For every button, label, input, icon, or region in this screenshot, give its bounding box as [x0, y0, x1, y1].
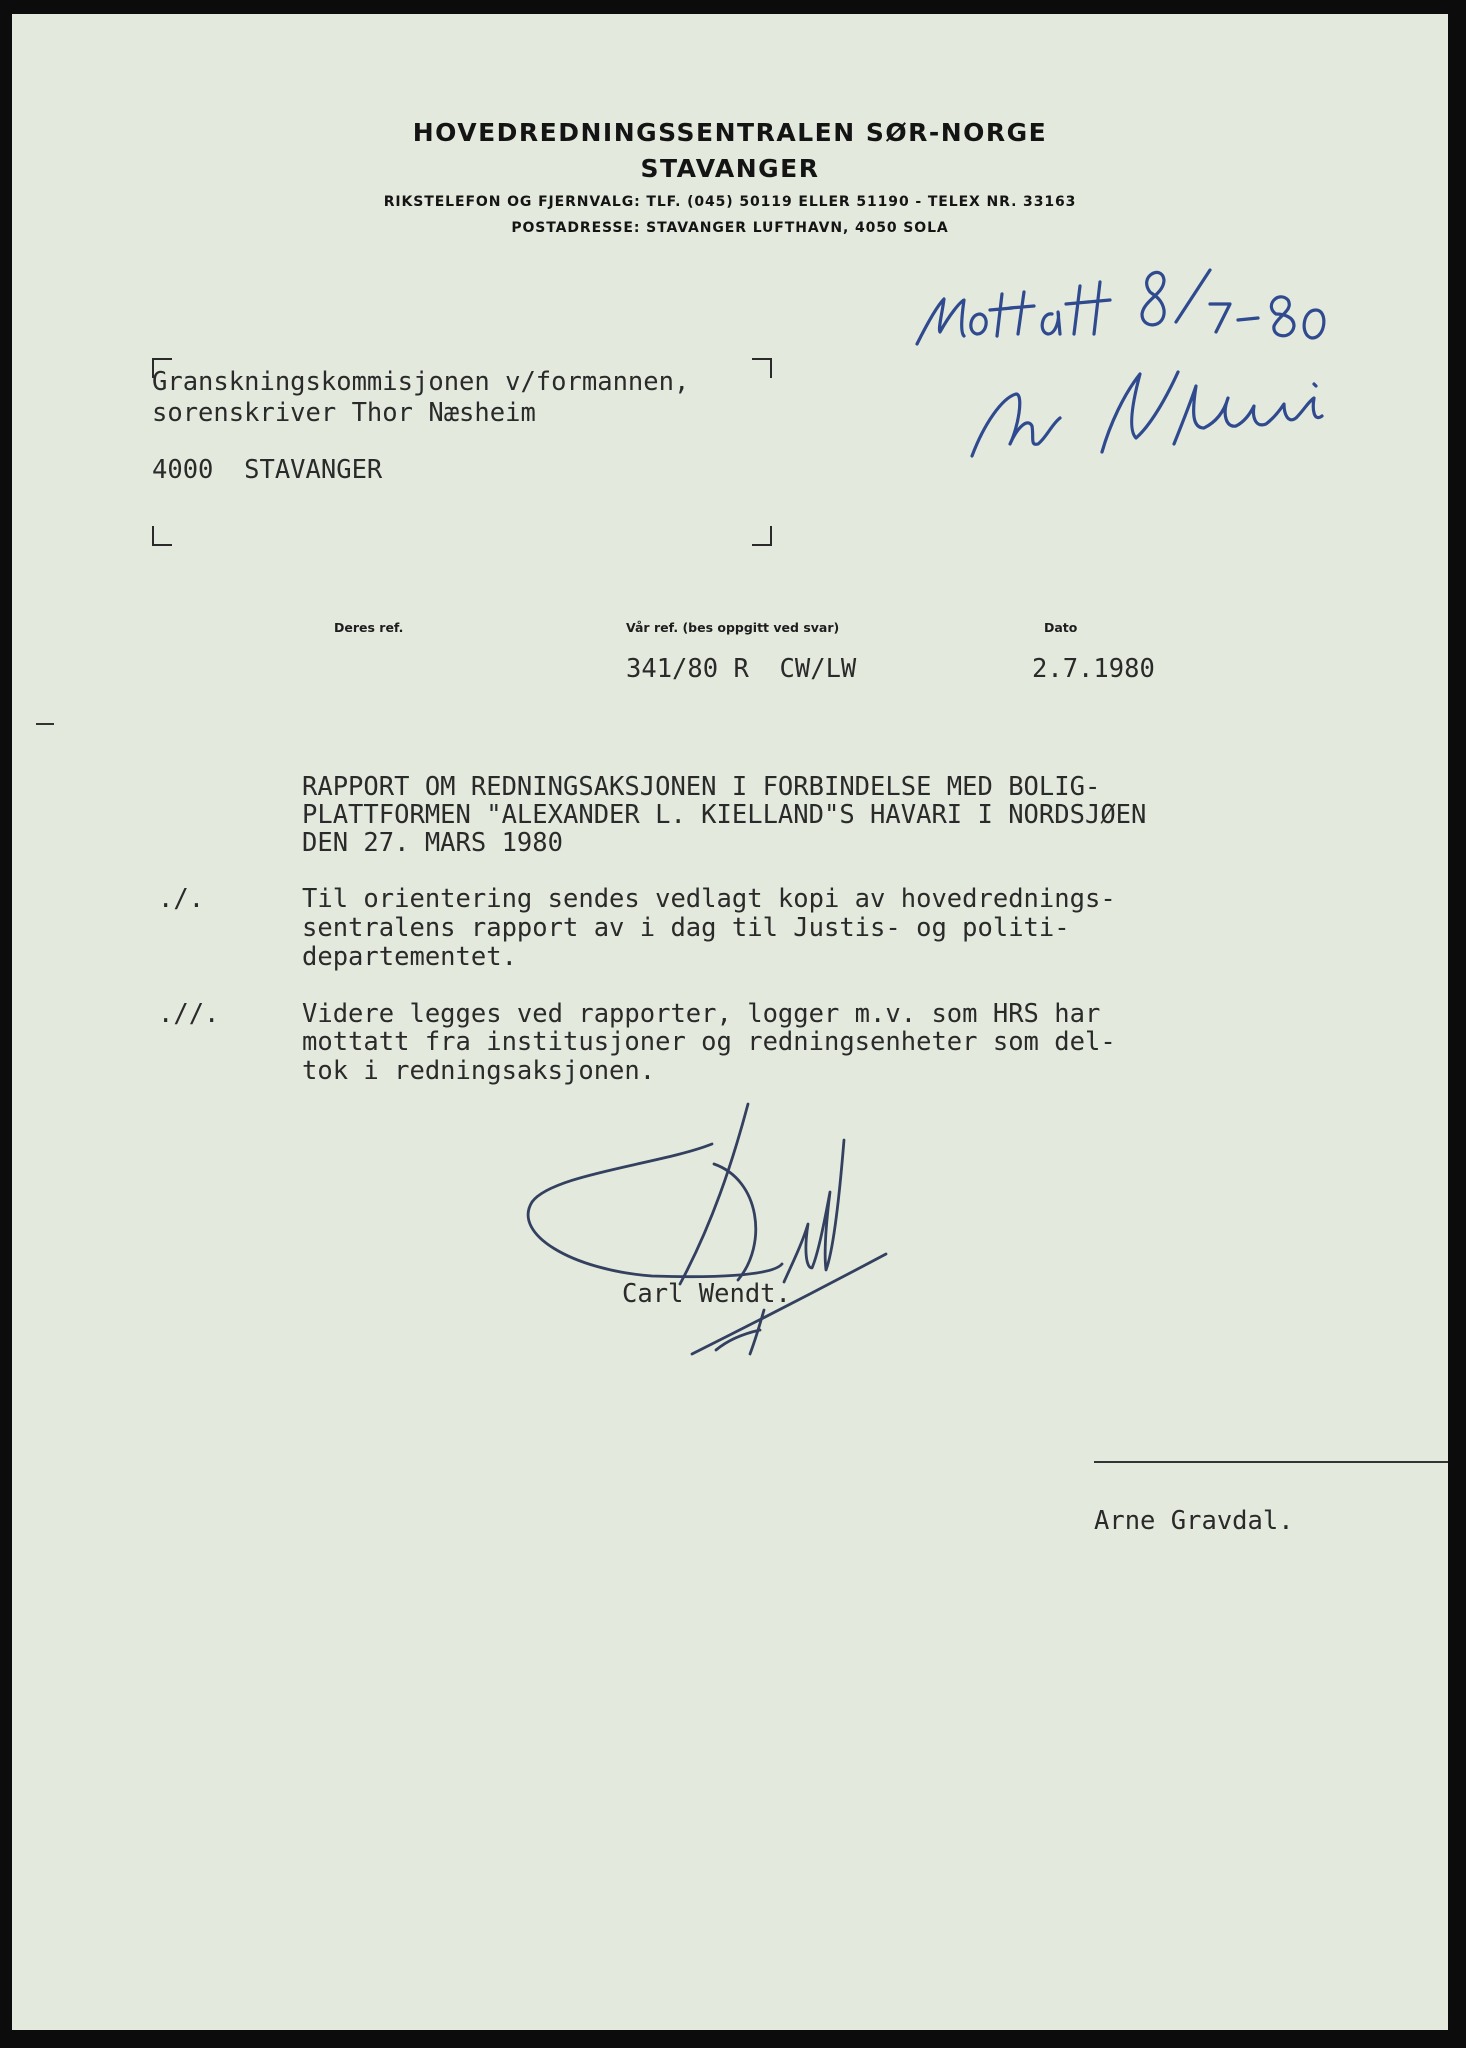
- signer-2-name: Arne Gravdal.: [1094, 1506, 1294, 1536]
- paragraph-1-line-2: sentralens rapport av i dag til Justis- og politi-: [302, 913, 1070, 943]
- recipient-line-2: sorenskriver Thor Næsheim: [152, 398, 536, 428]
- var-ref-value: 341/80 R CW/LW: [626, 654, 857, 684]
- deres-ref-label: Deres ref.: [334, 620, 404, 635]
- dato-value: 2.7.1980: [1032, 654, 1155, 684]
- letterhead-title: HOVEDREDNINGSSENTRALEN SØR-NORGE: [412, 118, 1048, 147]
- subject-line-1: RAPPORT OM REDNINGSAKSJONEN I FORBINDELSE MED BOLIG-: [302, 772, 1101, 802]
- letterhead-city: STAVANGER: [640, 154, 820, 183]
- paragraph-2-marker: .//.: [158, 999, 220, 1029]
- paragraph-1-line-3: departementet.: [302, 942, 517, 972]
- letterhead-phone-line: RIKSTELEFON OG FJERNVALG: TLF. (045) 50119 ELLER 51190 - TELEX NR. 33163: [383, 194, 1077, 210]
- recipient-line-3: 4000 STAVANGER: [152, 455, 383, 485]
- paragraph-2-line-1: Videre legges ved rapporter, logger m.v. som HRS har: [302, 999, 1101, 1029]
- handwritten-received-note: [917, 270, 1324, 344]
- dato-label: Dato: [1044, 620, 1078, 635]
- letter-page: [12, 14, 1448, 2030]
- handwritten-initials: [972, 372, 1322, 456]
- paragraph-2-line-2: mottatt fra institusjoner og redningsenheter som del-: [302, 1027, 1116, 1057]
- recipient-line-1: Granskningskommisjonen v/formannen,: [152, 367, 690, 397]
- signature-carl-wendt: [528, 1104, 886, 1354]
- paragraph-1-line-1: Til orientering sendes vedlagt kopi av hovedrednings-: [302, 884, 1116, 914]
- signer-1-name: Carl Wendt.: [622, 1279, 791, 1309]
- var-ref-label: Vår ref. (bes oppgitt ved svar): [626, 620, 840, 635]
- subject-line-2: PLATTFORMEN "ALEXANDER L. KIELLAND"S HAVARI I NORDSJØEN: [302, 800, 1147, 830]
- handwriting-layer: [12, 14, 1448, 2030]
- letterhead-postal-line: POSTADRESSE: STAVANGER LUFTHAVN, 4050 SOLA: [511, 220, 949, 236]
- paragraph-2-line-3: tok i redningsaksjonen.: [302, 1056, 656, 1086]
- paragraph-1-marker: ./.: [158, 884, 205, 914]
- subject-line-3: DEN 27. MARS 1980: [302, 828, 563, 858]
